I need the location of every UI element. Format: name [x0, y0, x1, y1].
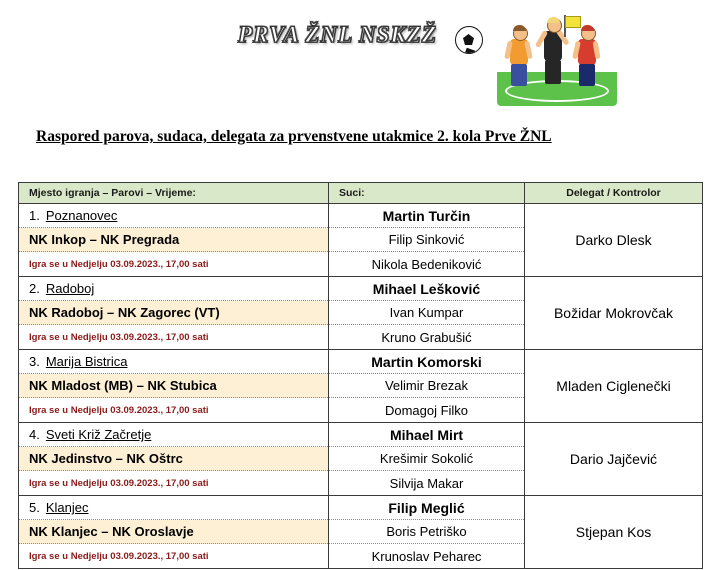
match-number: 2. [29, 281, 40, 296]
column-header-venue: Mjesto igranja – Parovi – Vrijeme: [19, 183, 329, 204]
venue-name: Radoboj [45, 281, 95, 296]
table-row [19, 496, 703, 569]
match-number: 3. [29, 354, 40, 369]
referee-assistant-1: Filip Sinković [329, 228, 524, 252]
venue-name: Sveti Križ Začretje [45, 427, 152, 442]
referee-assistant-1: Velimir Brezak [329, 374, 524, 398]
match-pairing: NK Mladost (MB) – NK Stubica [19, 374, 328, 398]
delegate-cell: Dario Jajčević [525, 423, 703, 496]
referees-cell [329, 277, 525, 350]
delegate-cell: Darko Dlesk [525, 204, 703, 277]
match-info-cell [19, 204, 329, 277]
referee-main: Filip Meglić [329, 496, 524, 520]
match-info-cell [19, 277, 329, 350]
column-header-referees: Suci: [329, 183, 525, 204]
venue-line [19, 423, 328, 447]
venue-name: Poznanovec [45, 208, 118, 223]
referee-assistant-2: Kruno Grabušić [381, 329, 472, 345]
match-time: Igra se u Nedjelju 03.09.2023., 17,00 sati [29, 550, 209, 562]
venue-name: Klanjec [45, 500, 89, 515]
match-number: 4. [29, 427, 40, 442]
referee-main: Martin Turčin [329, 204, 524, 228]
match-info-cell [19, 423, 329, 496]
venue-line [19, 496, 328, 520]
referee-main: Mihael Mirt [329, 423, 524, 447]
match-number: 1. [29, 208, 40, 223]
match-pairing: NK Inkop – NK Pregrada [19, 228, 328, 252]
referee-assistant-1: Ivan Kumpar [329, 301, 524, 325]
referee-assistant-2: Krunoslav Peharec [371, 548, 482, 564]
referee-assistant-1: Boris Petriško [329, 520, 524, 544]
referees-cell [329, 204, 525, 277]
referees-cell [329, 350, 525, 423]
match-time: Igra se u Nedjelju 03.09.2023., 17,00 sati [29, 477, 209, 489]
match-pairing: NK Klanjec – NK Oroslavje [19, 520, 328, 544]
match-pairing: NK Jedinstvo – NK Oštrc [19, 447, 328, 471]
venue-line [19, 277, 328, 301]
soccer-ball-icon [455, 26, 483, 54]
match-number: 5. [29, 500, 40, 515]
match-time: Igra se u Nedjelju 03.09.2023., 17,00 sati [29, 331, 209, 343]
match-time: Igra se u Nedjelju 03.09.2023., 17,00 sati [29, 404, 209, 416]
match-info-cell [19, 350, 329, 423]
venue-name: Marija Bistrica [45, 354, 128, 369]
referee-main: Martin Komorski [329, 350, 524, 374]
table-row [19, 350, 703, 423]
match-pairing: NK Radoboj – NK Zagorec (VT) [19, 301, 328, 325]
document-header [0, 0, 720, 115]
referees-cell [329, 423, 525, 496]
page-title: Raspored parova, sudaca, delegata za prvenstvene utakmice 2. kola Prve ŽNL [36, 128, 552, 145]
schedule-table [18, 182, 703, 569]
referee-assistant-2: Silvija Makar [389, 475, 464, 491]
table-row [19, 204, 703, 277]
match-info-cell [19, 496, 329, 569]
referee-assistant-1: Krešimir Sokolić [329, 447, 524, 471]
league-logo-text: PRVA ŽNL NSKZŽ [238, 22, 437, 47]
column-header-delegate: Delegat / Kontrolor [525, 183, 703, 204]
table-row [19, 277, 703, 350]
referee-assistant-2: Nikola Bedeniković [371, 256, 482, 272]
referee-main: Mihael Lešković [329, 277, 524, 301]
match-time: Igra se u Nedjelju 03.09.2023., 17,00 sati [29, 258, 209, 270]
yellow-flag-icon [565, 16, 581, 28]
delegate-cell: Stjepan Kos [525, 496, 703, 569]
referee-assistant-2: Domagoj Filko [384, 402, 469, 418]
venue-line [19, 350, 328, 374]
table-header-row [19, 183, 703, 204]
delegate-cell: Mladen Ciglenečki [525, 350, 703, 423]
table-row [19, 423, 703, 496]
venue-line [19, 204, 328, 228]
delegate-cell: Božidar Mokrovčak [525, 277, 703, 350]
referees-cell [329, 496, 525, 569]
three-players-illustration [497, 6, 617, 106]
